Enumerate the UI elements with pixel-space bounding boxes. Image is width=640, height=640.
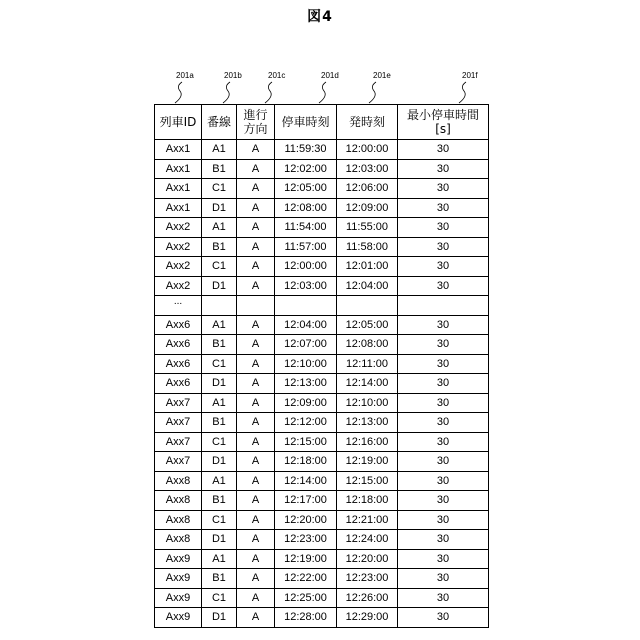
table-header-row xyxy=(155,105,489,140)
departure-time-cell: 11:58:00 xyxy=(337,237,398,257)
table-row xyxy=(155,257,489,277)
table-row xyxy=(155,452,489,472)
departure-time-cell: 12:08:00 xyxy=(337,335,398,355)
stop-time-cell: 12:18:00 xyxy=(275,452,337,472)
train-id-cell: Axx2 xyxy=(155,218,202,238)
ref-leader-line xyxy=(459,82,466,103)
direction-cell: A xyxy=(237,432,275,452)
departure-time-cell: 12:05:00 xyxy=(337,315,398,335)
train-id-cell: Axx2 xyxy=(155,237,202,257)
stop-time-cell: 12:25:00 xyxy=(275,588,337,608)
min-stop-time-cell: 30 xyxy=(398,608,489,628)
header-min-stop-time: 最小停車時間[s] xyxy=(398,105,489,140)
departure-time-cell: 12:18:00 xyxy=(337,491,398,511)
direction-cell: A xyxy=(237,413,275,433)
table-row xyxy=(155,296,489,316)
table-row xyxy=(155,354,489,374)
direction-cell: A xyxy=(237,471,275,491)
ref-label-201d xyxy=(319,71,339,103)
table-row xyxy=(155,588,489,608)
train-id-cell: Axx7 xyxy=(155,413,202,433)
departure-time-cell: 12:24:00 xyxy=(337,530,398,550)
stop-time-cell: 12:28:00 xyxy=(275,608,337,628)
train-id-cell: ... xyxy=(155,296,202,316)
train-id-cell: Axx1 xyxy=(155,198,202,218)
min-stop-time-cell: 30 xyxy=(398,452,489,472)
track-cell xyxy=(202,296,237,316)
track-cell: C1 xyxy=(202,179,237,199)
min-stop-time-cell: 30 xyxy=(398,510,489,530)
min-stop-time-cell: 30 xyxy=(398,140,489,160)
stop-time-cell: 12:04:00 xyxy=(275,315,337,335)
track-cell: B1 xyxy=(202,159,237,179)
departure-time-cell: 12:03:00 xyxy=(337,159,398,179)
min-stop-time-cell: 30 xyxy=(398,432,489,452)
departure-time-cell: 12:21:00 xyxy=(337,510,398,530)
stop-time-cell: 12:22:00 xyxy=(275,569,337,589)
direction-cell: A xyxy=(237,608,275,628)
direction-cell: A xyxy=(237,569,275,589)
direction-cell xyxy=(237,296,275,316)
min-stop-time-cell: 30 xyxy=(398,237,489,257)
stop-time-cell: 12:08:00 xyxy=(275,198,337,218)
min-stop-time-cell: 30 xyxy=(398,218,489,238)
departure-time-cell: 12:26:00 xyxy=(337,588,398,608)
header-direction: 進行方向 xyxy=(237,105,275,140)
stop-time-cell: 12:15:00 xyxy=(275,432,337,452)
direction-cell: A xyxy=(237,393,275,413)
ref-leader-line xyxy=(369,82,376,103)
departure-time-cell: 12:14:00 xyxy=(337,374,398,394)
table-row xyxy=(155,198,489,218)
departure-time-cell: 12:16:00 xyxy=(337,432,398,452)
min-stop-time-cell: 30 xyxy=(398,530,489,550)
stop-time-cell xyxy=(275,296,337,316)
stop-time-cell: 12:19:00 xyxy=(275,549,337,569)
train-id-cell: Axx8 xyxy=(155,530,202,550)
min-stop-time-cell: 30 xyxy=(398,549,489,569)
track-cell: B1 xyxy=(202,569,237,589)
ref-leader-line xyxy=(175,82,182,103)
min-stop-time-cell: 30 xyxy=(398,198,489,218)
departure-time-cell: 12:04:00 xyxy=(337,276,398,296)
stop-time-cell: 12:12:00 xyxy=(275,413,337,433)
min-stop-time-cell: 30 xyxy=(398,413,489,433)
min-stop-time-cell: 30 xyxy=(398,179,489,199)
min-stop-time-cell: 30 xyxy=(398,569,489,589)
min-stop-time-cell: 30 xyxy=(398,374,489,394)
header-train-id: 列車ID xyxy=(155,105,202,140)
train-id-cell: Axx1 xyxy=(155,140,202,160)
direction-cell: A xyxy=(237,510,275,530)
table-row xyxy=(155,413,489,433)
figure-title: 図4 xyxy=(0,6,640,26)
ref-label-text: 201f xyxy=(462,71,478,80)
track-cell: D1 xyxy=(202,198,237,218)
track-cell: B1 xyxy=(202,335,237,355)
train-id-cell: Axx7 xyxy=(155,393,202,413)
direction-cell: A xyxy=(237,159,275,179)
departure-time-cell: 12:10:00 xyxy=(337,393,398,413)
ref-label-text: 201b xyxy=(224,71,242,80)
ref-leader-line xyxy=(223,82,230,103)
track-cell: B1 xyxy=(202,491,237,511)
train-id-cell: Axx1 xyxy=(155,179,202,199)
stop-time-cell: 11:57:00 xyxy=(275,237,337,257)
direction-cell: A xyxy=(237,452,275,472)
stop-time-cell: 11:54:00 xyxy=(275,218,337,238)
direction-cell: A xyxy=(237,354,275,374)
ref-label-text: 201e xyxy=(373,71,391,80)
train-id-cell: Axx9 xyxy=(155,588,202,608)
stop-time-cell: 12:05:00 xyxy=(275,179,337,199)
train-id-cell: Axx8 xyxy=(155,471,202,491)
track-cell: A1 xyxy=(202,315,237,335)
track-cell: C1 xyxy=(202,432,237,452)
header-stop-time: 停車時刻 xyxy=(275,105,337,140)
table-row xyxy=(155,471,489,491)
train-id-cell: Axx6 xyxy=(155,354,202,374)
stop-time-cell: 12:03:00 xyxy=(275,276,337,296)
table-row xyxy=(155,159,489,179)
stop-time-cell: 12:13:00 xyxy=(275,374,337,394)
table-row xyxy=(155,218,489,238)
min-stop-time-cell: 30 xyxy=(398,588,489,608)
track-cell: D1 xyxy=(202,374,237,394)
track-cell: D1 xyxy=(202,276,237,296)
ref-label-text: 201c xyxy=(268,71,285,80)
track-cell: A1 xyxy=(202,549,237,569)
table-body xyxy=(155,140,489,628)
direction-cell: A xyxy=(237,140,275,160)
track-cell: A1 xyxy=(202,393,237,413)
stop-time-cell: 12:09:00 xyxy=(275,393,337,413)
departure-time-cell: 11:55:00 xyxy=(337,218,398,238)
track-cell: A1 xyxy=(202,140,237,160)
stop-time-cell: 12:02:00 xyxy=(275,159,337,179)
track-cell: C1 xyxy=(202,354,237,374)
table-row xyxy=(155,393,489,413)
stop-time-cell: 12:07:00 xyxy=(275,335,337,355)
ref-label-201b xyxy=(223,71,242,103)
stop-time-cell: 12:20:00 xyxy=(275,510,337,530)
min-stop-time-cell: 30 xyxy=(398,491,489,511)
train-id-cell: Axx7 xyxy=(155,432,202,452)
direction-cell: A xyxy=(237,549,275,569)
direction-cell: A xyxy=(237,179,275,199)
direction-cell: A xyxy=(237,315,275,335)
ref-leader-line xyxy=(265,82,272,103)
ref-label-text: 201d xyxy=(321,71,339,80)
departure-time-cell: 12:00:00 xyxy=(337,140,398,160)
table-row xyxy=(155,569,489,589)
stop-time-cell: 12:00:00 xyxy=(275,257,337,277)
direction-cell: A xyxy=(237,257,275,277)
departure-time-cell: 12:13:00 xyxy=(337,413,398,433)
min-stop-time-cell: 30 xyxy=(398,335,489,355)
train-id-cell: Axx1 xyxy=(155,159,202,179)
table-row xyxy=(155,276,489,296)
train-id-cell: Axx8 xyxy=(155,510,202,530)
track-cell: D1 xyxy=(202,530,237,550)
table-row xyxy=(155,491,489,511)
departure-time-cell: 12:29:00 xyxy=(337,608,398,628)
train-id-cell: Axx8 xyxy=(155,491,202,511)
departure-time-cell: 12:23:00 xyxy=(337,569,398,589)
table-row xyxy=(155,140,489,160)
ref-label-201a xyxy=(175,71,194,103)
table-row xyxy=(155,432,489,452)
departure-time-cell: 12:01:00 xyxy=(337,257,398,277)
departure-time-cell: 12:09:00 xyxy=(337,198,398,218)
track-cell: A1 xyxy=(202,218,237,238)
train-id-cell: Axx6 xyxy=(155,315,202,335)
ref-leader-line xyxy=(319,82,326,103)
min-stop-time-cell xyxy=(398,296,489,316)
stop-time-cell: 11:59:30 xyxy=(275,140,337,160)
min-stop-time-cell: 30 xyxy=(398,257,489,277)
stop-time-cell: 12:17:00 xyxy=(275,491,337,511)
table-row xyxy=(155,315,489,335)
table-row xyxy=(155,549,489,569)
track-cell: C1 xyxy=(202,510,237,530)
direction-cell: A xyxy=(237,218,275,238)
departure-time-cell: 12:19:00 xyxy=(337,452,398,472)
min-stop-time-cell: 30 xyxy=(398,315,489,335)
direction-cell: A xyxy=(237,491,275,511)
table-row xyxy=(155,374,489,394)
train-id-cell: Axx2 xyxy=(155,276,202,296)
train-id-cell: Axx7 xyxy=(155,452,202,472)
train-id-cell: Axx9 xyxy=(155,549,202,569)
train-id-cell: Axx2 xyxy=(155,257,202,277)
train-id-cell: Axx6 xyxy=(155,374,202,394)
departure-time-cell xyxy=(337,296,398,316)
min-stop-time-cell: 30 xyxy=(398,354,489,374)
direction-cell: A xyxy=(237,530,275,550)
reference-labels xyxy=(0,0,640,110)
table-row xyxy=(155,510,489,530)
direction-cell: A xyxy=(237,198,275,218)
ref-label-201f xyxy=(459,71,478,103)
train-id-cell: Axx9 xyxy=(155,608,202,628)
min-stop-time-cell: 30 xyxy=(398,471,489,491)
direction-cell: A xyxy=(237,588,275,608)
track-cell: D1 xyxy=(202,452,237,472)
table-row xyxy=(155,179,489,199)
min-stop-time-cell: 30 xyxy=(398,276,489,296)
direction-cell: A xyxy=(237,237,275,257)
train-id-cell: Axx6 xyxy=(155,335,202,355)
ref-label-201c xyxy=(265,71,285,103)
table-row xyxy=(155,237,489,257)
departure-time-cell: 12:11:00 xyxy=(337,354,398,374)
stop-time-cell: 12:10:00 xyxy=(275,354,337,374)
ref-label-text: 201a xyxy=(176,71,194,80)
departure-time-cell: 12:20:00 xyxy=(337,549,398,569)
header-departure-time: 発時刻 xyxy=(337,105,398,140)
departure-time-cell: 12:06:00 xyxy=(337,179,398,199)
track-cell: D1 xyxy=(202,608,237,628)
track-cell: B1 xyxy=(202,237,237,257)
direction-cell: A xyxy=(237,374,275,394)
train-id-cell: Axx9 xyxy=(155,569,202,589)
header-track-number: 番線 xyxy=(202,105,237,140)
ref-label-201e xyxy=(369,71,391,103)
track-cell: C1 xyxy=(202,588,237,608)
track-cell: C1 xyxy=(202,257,237,277)
min-stop-time-cell: 30 xyxy=(398,393,489,413)
direction-cell: A xyxy=(237,335,275,355)
departure-time-cell: 12:15:00 xyxy=(337,471,398,491)
stop-time-cell: 12:14:00 xyxy=(275,471,337,491)
min-stop-time-cell: 30 xyxy=(398,159,489,179)
stop-time-cell: 12:23:00 xyxy=(275,530,337,550)
track-cell: A1 xyxy=(202,471,237,491)
table-row xyxy=(155,530,489,550)
train-schedule-table xyxy=(154,104,489,628)
table-row xyxy=(155,335,489,355)
direction-cell: A xyxy=(237,276,275,296)
track-cell: B1 xyxy=(202,413,237,433)
table-row xyxy=(155,608,489,628)
